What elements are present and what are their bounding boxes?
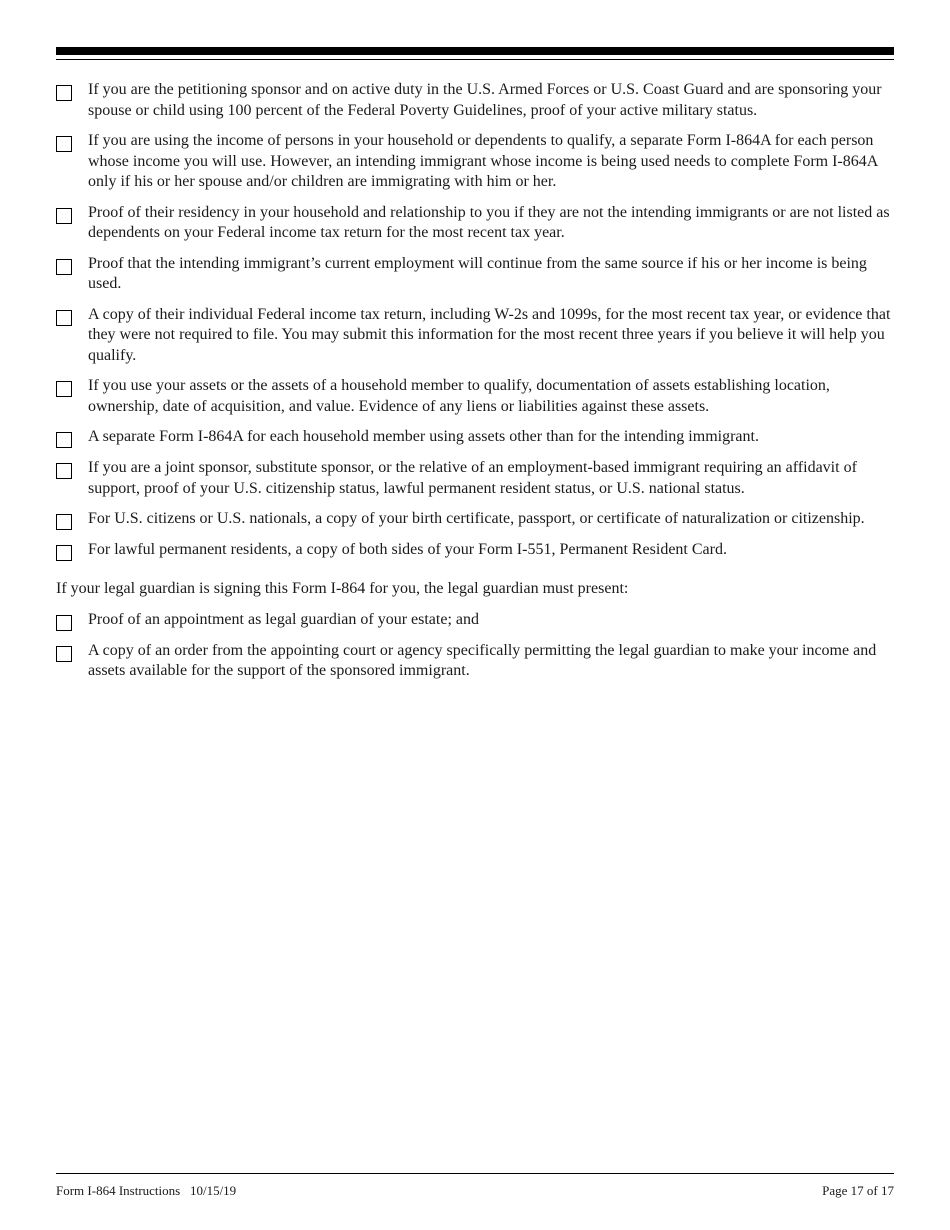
checkbox[interactable] [56,310,72,326]
checkbox[interactable] [56,545,72,561]
checklist-item-text: For lawful permanent residents, a copy of both sides of your Form I-551, Permanent Resident Card. [88,541,727,558]
checklist-item-text: If you are a joint sponsor, substitute sponsor, or the relative of an employment-based immigrant requiring an affidavit of support, proof of your U.S. citizenship status, lawful permanent resident status, or U.S. national status. [88,459,857,497]
checkbox[interactable] [56,432,72,448]
checklist-item [56,80,896,121]
checkbox[interactable] [56,646,72,662]
checklist-item-text: If you are using the income of persons in your household or dependents to qualify, a separate Form I-864A for each person whose income you will use. However, an intending immigrant whose income is being used needs to complete Form I-864A only if his or her spouse and/or children are immigrating with him or her. [88,132,878,190]
checklist-item [56,376,896,417]
checklist-item-text: A copy of their individual Federal income tax return, including W-2s and 1099s, for the most recent tax year, or evidence that they were not required to file. You may submit this information for the most recent three years if you believe it will help you qualify. [88,305,891,364]
footer-form-name: Form I-864 Instructions 10/15/19 [56,1183,237,1198]
checkbox[interactable] [56,463,72,479]
checklist-item-text: Proof that the intending immigrant’s current employment will continue from the same source if his or her income is being used. [88,254,867,292]
footer-page-number: Page 17 of 17 [822,1183,894,1198]
checklist-item [56,203,896,244]
checkbox[interactable] [56,208,72,224]
header-rule-thin [56,59,894,60]
checklist-item [56,458,896,499]
checkbox[interactable] [56,85,72,101]
checklist-item [56,254,896,295]
checklist-item-text: Proof of an appointment as legal guardian of your estate; and [88,610,479,628]
checkbox[interactable] [56,615,72,631]
checkbox[interactable] [56,259,72,275]
header-rule-thick [56,47,894,55]
checklist-item-text: If you use your assets or the assets of a household member to qualify, documentation of assets establishing location, ownership, date of acquisition, and value. Evidence of any liens or liabilities against these assets. [88,377,830,415]
checklist-item [56,540,896,561]
checklist-item-text: Proof of their residency in your household and relationship to you if they are not the intending immigrants or are not listed as dependents on your Federal income tax return for the most recent tax year. [88,203,890,241]
checklist-item [56,509,896,530]
footer-rule [56,1173,894,1174]
checkbox[interactable] [56,381,72,397]
checklist-item [56,305,896,367]
checkbox[interactable] [56,136,72,152]
checklist-item-text: For U.S. citizens or U.S. nationals, a copy of your birth certificate, passport, or certificate of naturalization or citizenship. [88,510,865,527]
checklist-item-text: A separate Form I-864A for each household member using assets other than for the intending immigrant. [88,428,759,445]
checklist-item-text: A copy of an order from the appointing court or agency specifically permitting the legal guardian to make your income and assets available for the support of the sponsored immigrant. [88,641,877,679]
checklist-item-text: If you are the petitioning sponsor and on active duty in the U.S. Armed Forces or U.S. Coast Guard and are sponsoring your spouse or child using 100 percent of the Federal Poverty Guidelines, proof of your active military status. [88,81,882,119]
checklist-item [56,641,896,682]
checklist-item [56,610,896,631]
checklist-item [56,131,896,193]
guardian-intro: If your legal guardian is signing this Form I-864 for you, the legal guardian must present: [56,580,629,597]
checklist-item [56,427,896,448]
checkbox[interactable] [56,514,72,530]
checklist-content [56,80,896,692]
